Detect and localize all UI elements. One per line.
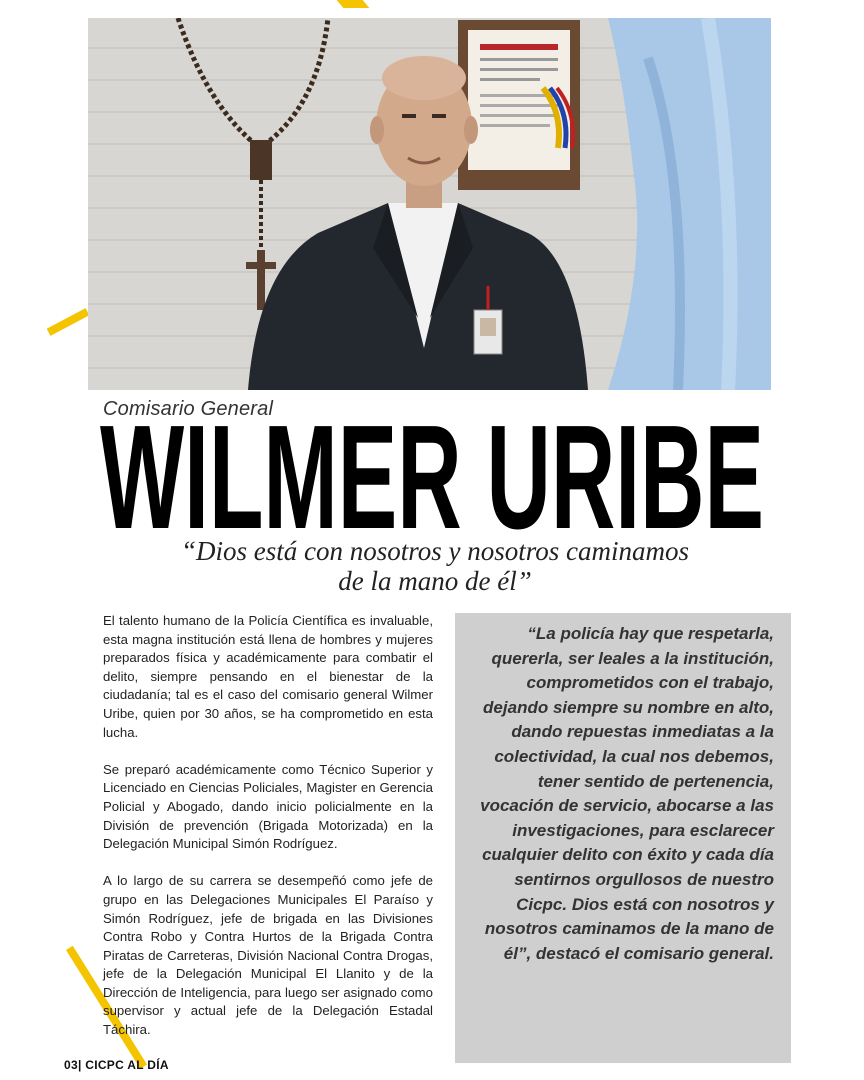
headline-name (94, 408, 770, 538)
pull-quote-text: “La policía hay que respetarla, quererla, ser leales a la institución, comprometidos con el trabajo, dejando siempre su nombre en alto, dando repuestas inmediatas a la colectividad, la cual nos debemos, tener sentido de pertenencia, vocación de servicio, abocarse a las investigaciones, para esclarecer cualquier delito con éxito y cada día sentirnos orgullosos de nuestro Cicpc. Dios está con nosotros y nosotros caminamos de la mano de él”, destacó el comisario general. (480, 624, 774, 963)
body-paragraph-2: Se preparó académicamente como Técnico Superior y Licenciado en Ciencias Policiales, Magister en Gerencia Policial y Abogado, dando inicio policialmente en la División de prevención (Brigada Motorizada) en la Delegación Municipal Simón Rodríguez. (103, 761, 433, 852)
accent-stripe-left (47, 308, 90, 336)
body-paragraph-3: A lo largo de su carrera se desempeñó como jefe de grupo en las Delegaciones Municipales El Paraíso y Simón Rodríguez, jefe de brigada en las Divisiones Contra Robo y Contra Hurtos de la Brigada Contra Piratas de Carreteras, División Nacional Contra Drogas, jefe de la Delegación Municipal El Llanito y de la Dirección de Inteligencia, para luego ser asignado como supervisor y actual jefe de la Delegación Estadal Táchira. (103, 873, 433, 1038)
body-paragraph-1: El talento humano de la Policía Científica es invaluable, esta magna institución está llena de hombres y mujeres preparados física y académicamente para combatir el delito, siempre pensando en el bienestar de la ciudadanía; tal es el caso del comisario general Wilmer Uribe, quien por 30 años, se ha comprometido en esta lucha. (103, 613, 433, 740)
page-footer: 03| CICPC AL DÍA (64, 1058, 169, 1072)
quote-line-1: “Dios está con nosotros y nosotros caminamos (180, 536, 690, 566)
quote-line-2: de la mano de él” (338, 566, 532, 596)
body-column (103, 612, 433, 1058)
accent-stripe-top (337, 0, 370, 8)
portrait-photo (88, 18, 771, 390)
kicker-title: Comisario General (103, 398, 274, 420)
headline-text: WILMER URIBE (100, 408, 764, 538)
headline-quote (120, 536, 750, 596)
